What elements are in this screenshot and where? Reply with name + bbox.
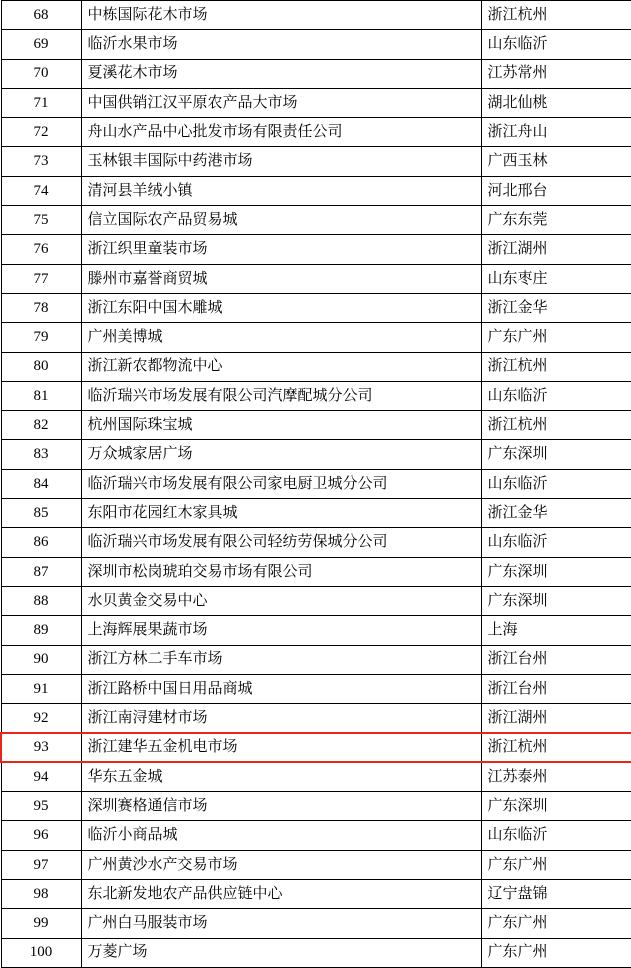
table-row: [1, 586, 631, 615]
market-region-cell: 河北邢台: [481, 176, 631, 205]
table-row: [1, 909, 631, 938]
row-index-cell: 81: [1, 381, 81, 410]
market-region-cell: 浙江杭州: [481, 411, 631, 440]
market-region-cell: 浙江杭州: [481, 1, 631, 30]
market-name-cell: 广州黄沙水产交易市场: [81, 850, 481, 879]
table-row: [1, 352, 631, 381]
market-region-cell: 广东广州: [481, 323, 631, 352]
market-name-cell: 滕州市嘉誉商贸城: [81, 264, 481, 293]
row-index-cell: 76: [1, 235, 81, 264]
row-index-cell: 95: [1, 792, 81, 821]
market-name-cell: 浙江新农都物流中心: [81, 352, 481, 381]
market-region-cell: 浙江金华: [481, 499, 631, 528]
market-region-cell: 浙江金华: [481, 293, 631, 322]
table-row: [1, 704, 631, 733]
table-row: [1, 440, 631, 469]
table-row: [1, 674, 631, 703]
market-region-cell: 浙江台州: [481, 645, 631, 674]
row-index-cell: 100: [1, 938, 81, 967]
market-name-cell: 深圳赛格通信市场: [81, 792, 481, 821]
row-index-cell: 97: [1, 850, 81, 879]
market-name-cell: 舟山水产品中心批发市场有限责任公司: [81, 118, 481, 147]
market-name-cell: 华东五金城: [81, 762, 481, 791]
row-index-cell: 99: [1, 909, 81, 938]
row-index-cell: 84: [1, 469, 81, 498]
market-region-cell: 江苏泰州: [481, 762, 631, 791]
table-row: [1, 323, 631, 352]
market-region-cell: 广东深圳: [481, 586, 631, 615]
row-index-cell: 93: [1, 733, 81, 762]
market-region-cell: 广西玉林: [481, 147, 631, 176]
market-name-cell: 万菱广场: [81, 938, 481, 967]
row-index-cell: 82: [1, 411, 81, 440]
market-region-cell: 广东深圳: [481, 557, 631, 586]
market-name-cell: 清河县羊绒小镇: [81, 176, 481, 205]
market-region-cell: 湖北仙桃: [481, 88, 631, 117]
market-name-cell: 临沂瑞兴市场发展有限公司汽摩配城分公司: [81, 381, 481, 410]
table-row: [1, 206, 631, 235]
row-index-cell: 68: [1, 1, 81, 30]
market-name-cell: 浙江建华五金机电市场: [81, 733, 481, 762]
table-row: [1, 147, 631, 176]
row-index-cell: 75: [1, 206, 81, 235]
row-index-cell: 77: [1, 264, 81, 293]
row-index-cell: 91: [1, 674, 81, 703]
market-region-cell: 山东临沂: [481, 469, 631, 498]
row-index-cell: 94: [1, 762, 81, 791]
market-name-cell: 浙江方林二手车市场: [81, 645, 481, 674]
table-row: [1, 821, 631, 850]
table-row: [1, 118, 631, 147]
table-row: [1, 879, 631, 908]
market-region-cell: 广东广州: [481, 938, 631, 967]
market-region-cell: 浙江杭州: [481, 733, 631, 762]
table-row: [1, 557, 631, 586]
market-name-cell: 信立国际农产品贸易城: [81, 206, 481, 235]
table-row: [1, 762, 631, 791]
market-name-cell: 临沂小商品城: [81, 821, 481, 850]
table-row: [1, 499, 631, 528]
table-row: [1, 645, 631, 674]
table-row: [1, 528, 631, 557]
market-region-cell: 广东广州: [481, 909, 631, 938]
market-name-cell: 临沂瑞兴市场发展有限公司轻纺劳保城分公司: [81, 528, 481, 557]
market-name-cell: 浙江东阳中国木雕城: [81, 293, 481, 322]
market-name-cell: 中栋国际花木市场: [81, 1, 481, 30]
table-row: [1, 411, 631, 440]
market-name-cell: 水贝黄金交易中心: [81, 586, 481, 615]
market-name-cell: 广州美博城: [81, 323, 481, 352]
row-index-cell: 88: [1, 586, 81, 615]
row-index-cell: 73: [1, 147, 81, 176]
table-row: [1, 264, 631, 293]
market-region-cell: 浙江台州: [481, 674, 631, 703]
table-row: [1, 616, 631, 645]
market-name-cell: 杭州国际珠宝城: [81, 411, 481, 440]
table-row: [1, 850, 631, 879]
market-name-cell: 临沂水果市场: [81, 30, 481, 59]
market-region-cell: 山东枣庄: [481, 264, 631, 293]
market-name-cell: 临沂瑞兴市场发展有限公司家电厨卫城分公司: [81, 469, 481, 498]
row-index-cell: 78: [1, 293, 81, 322]
market-region-cell: 广东深圳: [481, 440, 631, 469]
market-region-cell: 广东深圳: [481, 792, 631, 821]
market-name-cell: 东阳市花园红木家具城: [81, 499, 481, 528]
market-name-cell: 中国供销江汉平原农产品大市场: [81, 88, 481, 117]
row-index-cell: 87: [1, 557, 81, 586]
row-index-cell: 72: [1, 118, 81, 147]
row-index-cell: 71: [1, 88, 81, 117]
table-row: [1, 59, 631, 88]
row-index-cell: 85: [1, 499, 81, 528]
market-region-cell: 山东临沂: [481, 381, 631, 410]
market-name-cell: 浙江南浔建材市场: [81, 704, 481, 733]
market-name-cell: 夏溪花木市场: [81, 59, 481, 88]
row-index-cell: 80: [1, 352, 81, 381]
market-name-cell: 深圳市松岗琥珀交易市场有限公司: [81, 557, 481, 586]
market-name-cell: 浙江路桥中国日用品商城: [81, 674, 481, 703]
table-row: [1, 88, 631, 117]
market-name-cell: 东北新发地农产品供应链中心: [81, 879, 481, 908]
row-index-cell: 86: [1, 528, 81, 557]
market-name-cell: 玉林银丰国际中药港市场: [81, 147, 481, 176]
market-region-cell: 辽宁盘锦: [481, 879, 631, 908]
market-region-cell: 江苏常州: [481, 59, 631, 88]
market-region-cell: 上海: [481, 616, 631, 645]
table-row: [1, 30, 631, 59]
row-index-cell: 89: [1, 616, 81, 645]
table-row: [1, 235, 631, 264]
market-region-cell: 山东临沂: [481, 821, 631, 850]
row-index-cell: 98: [1, 879, 81, 908]
row-index-cell: 83: [1, 440, 81, 469]
table-row: [1, 792, 631, 821]
row-index-cell: 74: [1, 176, 81, 205]
market-region-cell: 山东临沂: [481, 528, 631, 557]
market-region-cell: 广东广州: [481, 850, 631, 879]
row-index-cell: 92: [1, 704, 81, 733]
row-index-cell: 69: [1, 30, 81, 59]
row-index-cell: 90: [1, 645, 81, 674]
table-row: [1, 733, 631, 762]
market-region-cell: 浙江湖州: [481, 235, 631, 264]
table-row: [1, 176, 631, 205]
market-region-cell: 浙江舟山: [481, 118, 631, 147]
table-row: [1, 293, 631, 322]
market-name-cell: 万众城家居广场: [81, 440, 481, 469]
market-region-cell: 广东东莞: [481, 206, 631, 235]
market-region-cell: 浙江杭州: [481, 352, 631, 381]
row-index-cell: 96: [1, 821, 81, 850]
table-body: [1, 1, 631, 968]
market-region-cell: 浙江湖州: [481, 704, 631, 733]
row-index-cell: 79: [1, 323, 81, 352]
table-row: [1, 381, 631, 410]
market-name-cell: 广州白马服装市场: [81, 909, 481, 938]
table-row: [1, 1, 631, 30]
table-row: [1, 469, 631, 498]
market-name-cell: 浙江织里童装市场: [81, 235, 481, 264]
row-index-cell: 70: [1, 59, 81, 88]
market-region-cell: 山东临沂: [481, 30, 631, 59]
table-row: [1, 938, 631, 967]
market-name-cell: 上海辉展果蔬市场: [81, 616, 481, 645]
